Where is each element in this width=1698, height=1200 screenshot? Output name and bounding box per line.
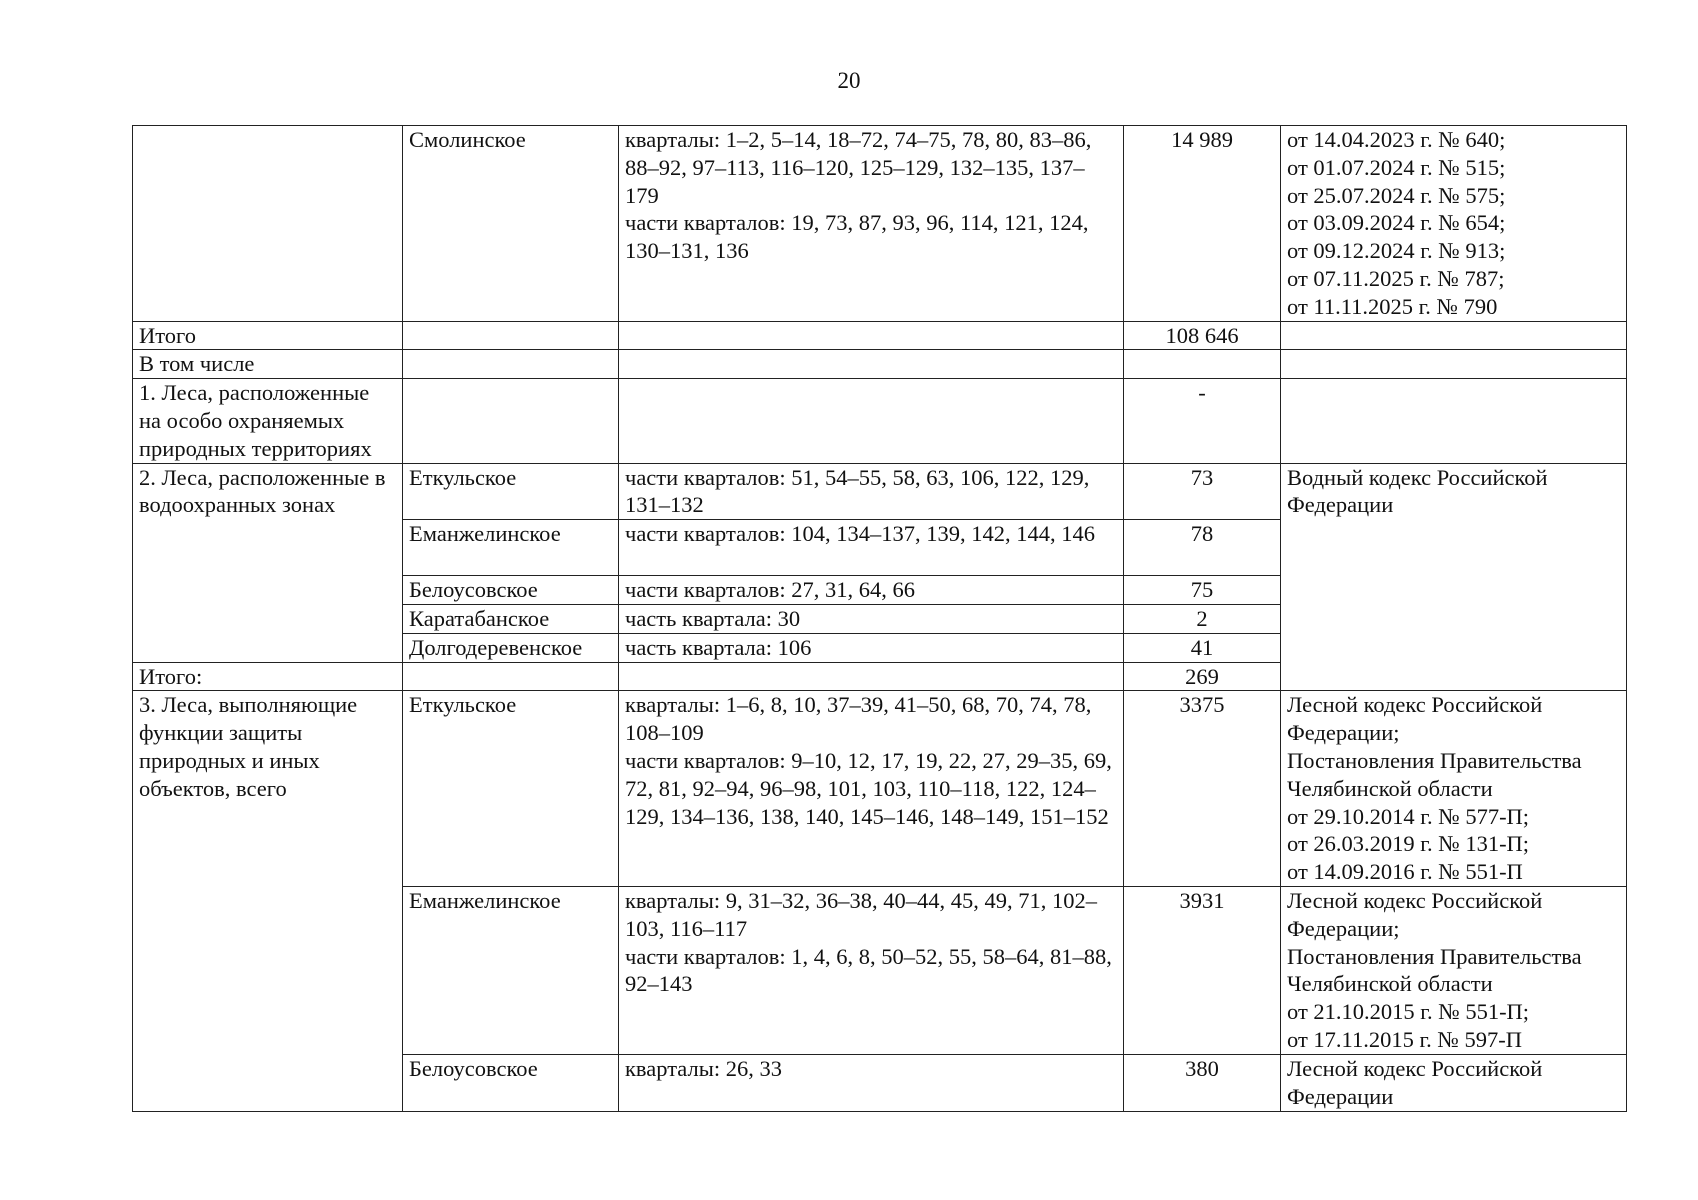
area-cell: 78: [1124, 520, 1281, 576]
forest-zones-table: [132, 125, 1627, 1112]
empty-cell: [403, 379, 619, 463]
doc-line: Лесной кодекс Российской Федерации: [1287, 1055, 1543, 1109]
area-cell: 41: [1124, 633, 1281, 662]
table-row-protected: [133, 379, 1627, 463]
docs-cell: Водный кодекс Российской Федерации: [1281, 463, 1627, 691]
quarters-line: части кварталов: 19, 73, 87, 93, 96, 114, 121, 124, 130–131, 136: [625, 210, 1089, 264]
doc-line: Постановления Правительства Челябинской области: [1287, 747, 1582, 801]
forestry-cell: Каратабанское: [403, 604, 619, 633]
table-row-total: [133, 321, 1627, 350]
doc-line: от 17.11.2015 г. № 597-П: [1287, 1026, 1522, 1052]
quarters-cell: части кварталов: 27, 31, 64, 66: [619, 576, 1124, 605]
quarters-line: кварталы: 26, 33: [625, 1055, 782, 1081]
doc-line: от 26.03.2019 г. № 131-П;: [1287, 831, 1530, 857]
empty-cell: [403, 350, 619, 379]
doc-line: от 07.11.2025 г. № 787;: [1287, 265, 1505, 291]
forestry-cell: Долгодеревенское: [403, 633, 619, 662]
table-row-including: [133, 350, 1627, 379]
forestry-cell: Еткульское: [403, 463, 619, 520]
empty-cell: [403, 321, 619, 350]
docs-cell: [1281, 126, 1627, 322]
empty-cell: [1281, 350, 1627, 379]
doc-line: Постановления Правительства Челябинской области: [1287, 943, 1582, 997]
doc-line: от 29.10.2014 г. № 577-П;: [1287, 803, 1530, 829]
area-cell: 73: [1124, 463, 1281, 520]
category-label: 1. Леса, расположенные на особо охраняемых природных территориях: [133, 379, 403, 463]
area-cell: 14 989: [1124, 126, 1281, 322]
empty-cell: [1281, 321, 1627, 350]
area-cell: 3375: [1124, 691, 1281, 887]
quarters-cell: часть квартала: 30: [619, 604, 1124, 633]
doc-line: Лесной кодекс Российской Федерации;: [1287, 692, 1543, 746]
category-label: 3. Леса, выполняющие функции защиты природных и иных объектов, всего: [133, 691, 403, 1111]
empty-cell: [619, 379, 1124, 463]
empty-cell: [619, 350, 1124, 379]
table-row-water: [133, 463, 1627, 520]
quarters-cell: [619, 1054, 1124, 1111]
doc-line: от 14.04.2023 г. № 640;: [1287, 127, 1506, 152]
quarters-line: части кварталов: 9–10, 12, 17, 19, 22, 27, 29–35, 69, 72, 81, 92–94, 96–98, 101, 103, 110–118, 122, 124–129, 134–136, 138, 140, 145–146, 148–149, 151–152: [625, 747, 1112, 829]
quarters-cell: [619, 886, 1124, 1054]
doc-line: от 11.11.2025 г. № 790: [1287, 293, 1498, 319]
forestry-cell: Еманжелинское: [403, 886, 619, 1054]
quarters-line: кварталы: 1–2, 5–14, 18–72, 74–75, 78, 80, 83–86, 88–92, 97–113, 116–120, 125–129, 132–135, 137–179: [625, 127, 1092, 208]
quarters-line: части кварталов: 1, 4, 6, 8, 50–52, 55, 58–64, 81–88, 92–143: [625, 943, 1112, 997]
doc-line: от 21.10.2015 г. № 551-П;: [1287, 999, 1530, 1025]
quarters-cell: части кварталов: 104, 134–137, 139, 142, 144, 146: [619, 520, 1124, 576]
docs-cell: [1281, 1054, 1627, 1111]
area-cell: -: [1124, 379, 1281, 463]
total-area: 269: [1124, 662, 1281, 691]
docs-cell: [1281, 691, 1627, 887]
total-label: Итого: [133, 321, 403, 350]
forestry-cell: Белоусовское: [403, 1054, 619, 1111]
doc-line: Лесной кодекс Российской Федерации;: [1287, 887, 1543, 941]
forestry-cell: Смолинское: [403, 126, 619, 322]
page-number: 20: [837, 68, 861, 93]
category-cell-empty: [133, 126, 403, 322]
area-cell: 380: [1124, 1054, 1281, 1111]
quarters-cell: части кварталов: 51, 54–55, 58, 63, 106, 122, 129, 131–132: [619, 463, 1124, 520]
doc-line: от 14.09.2016 г. № 551-П: [1287, 859, 1523, 885]
area-cell: 2: [1124, 604, 1281, 633]
including-label: В том числе: [133, 350, 403, 379]
doc-line: от 25.07.2024 г. № 575;: [1287, 182, 1506, 208]
quarters-line: кварталы: 9, 31–32, 36–38, 40–44, 45, 49, 71, 102–103, 116–117: [625, 887, 1097, 941]
forestry-cell: Еманжелинское: [403, 520, 619, 576]
table-row-protective: [133, 691, 1627, 887]
doc-line: от 03.09.2024 г. № 654;: [1287, 210, 1506, 236]
empty-cell: [1281, 379, 1627, 463]
quarters-line: кварталы: 1–6, 8, 10, 37–39, 41–50, 68, 70, 74, 78, 108–109: [625, 692, 1092, 746]
quarters-cell: часть квартала: 106: [619, 633, 1124, 662]
forestry-cell: Еткульское: [403, 691, 619, 887]
category-label: 2. Леса, расположенные в водоохранных зонах: [133, 463, 403, 662]
area-cell: 3931: [1124, 886, 1281, 1054]
quarters-cell: [619, 126, 1124, 322]
quarters-cell: [619, 691, 1124, 887]
forestry-cell: Белоусовское: [403, 576, 619, 605]
table-row-smolino: [133, 126, 1627, 322]
total-label: Итого:: [133, 662, 403, 691]
empty-cell: [403, 662, 619, 691]
empty-cell: [1124, 350, 1281, 379]
empty-cell: [619, 662, 1124, 691]
doc-line: от 09.12.2024 г. № 913;: [1287, 238, 1506, 264]
total-area: 108 646: [1124, 321, 1281, 350]
doc-line: от 01.07.2024 г. № 515;: [1287, 154, 1506, 180]
empty-cell: [619, 321, 1124, 350]
docs-cell: [1281, 886, 1627, 1054]
area-cell: 75: [1124, 576, 1281, 605]
